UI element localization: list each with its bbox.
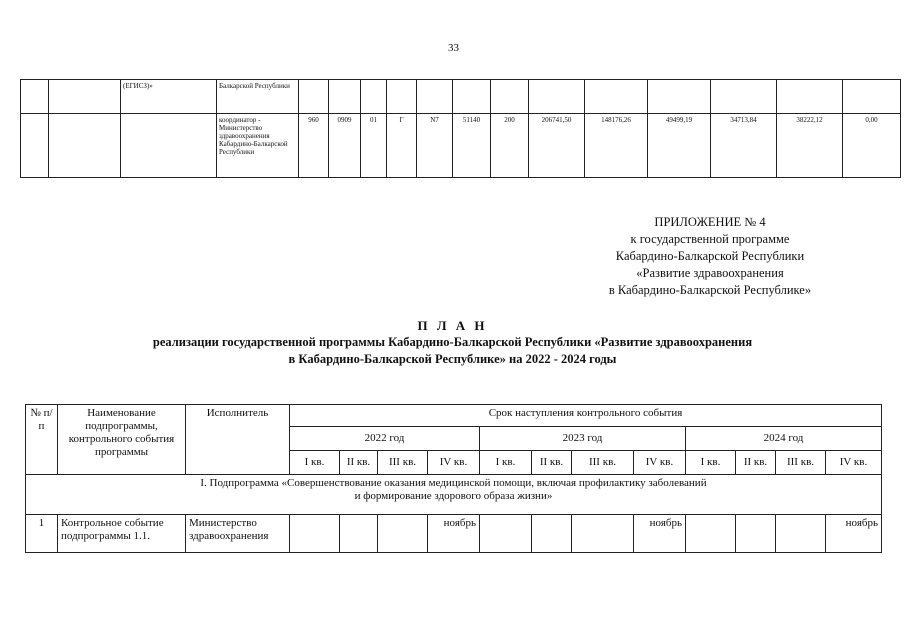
quarter-cell (340, 515, 378, 553)
table-row (21, 80, 901, 114)
value-cell: 51140 (453, 114, 491, 178)
subprogram-line: I. Подпрограмма «Совершенствование оказания медицинской помощи, включая профилактику заболеваний (200, 477, 707, 489)
plan-subtitle (0, 334, 905, 368)
value-cell: 0909 (329, 114, 361, 178)
value-cell: 206741,50 (529, 114, 585, 178)
header-quarter: III кв. (378, 451, 428, 475)
quarter-cell: ноябрь (826, 515, 882, 553)
header-num: № п/п (26, 405, 58, 475)
header-quarter: IV кв. (634, 451, 686, 475)
header-quarter: I кв. (686, 451, 736, 475)
value-cell: 38222,12 (777, 114, 843, 178)
value-cell: 0,00 (843, 114, 901, 178)
system-cell: (ЕГИСЗ)» (121, 80, 217, 114)
appendix-line: к государственной программе (630, 232, 790, 246)
plan-title: П Л А Н (417, 318, 488, 333)
row-executor: Министерство здравоохранения (186, 515, 290, 553)
header-year: 2022 год (290, 427, 480, 451)
header-year: 2023 год (480, 427, 686, 451)
header-quarter: IV кв. (428, 451, 480, 475)
quarter-cell (572, 515, 634, 553)
plan-subtitle-line: реализации государственной программы Кабардино-Балкарской Республики «Развитие здравоохранения (152, 335, 753, 349)
header-quarter: IV кв. (826, 451, 882, 475)
quarter-cell: ноябрь (428, 515, 480, 553)
header-executor: Исполнитель (186, 405, 290, 475)
value-cell: 49499,19 (648, 114, 711, 178)
value-cell: 148176,26 (585, 114, 648, 178)
value-cell: 960 (299, 114, 329, 178)
value-cell: 34713,84 (711, 114, 777, 178)
appendix-line: Кабардино-Балкарской Республики (615, 249, 805, 263)
executor-cell: Балкарской Республики (217, 80, 299, 114)
appendix-line: ПРИЛОЖЕНИЕ № 4 (654, 215, 766, 229)
header-quarter: II кв. (736, 451, 776, 475)
quarter-cell (686, 515, 736, 553)
executor-cell: координатор - Министерство здравоохранения Кабардино-Балкарской Республики (217, 114, 299, 178)
header-quarter: III кв. (572, 451, 634, 475)
quarter-cell (776, 515, 826, 553)
header-name: Наименование подпрограммы, контрольного события программы (58, 405, 186, 475)
quarter-cell (378, 515, 428, 553)
header-quarter: II кв. (340, 451, 378, 475)
subprogram-line: и формирование здорового образа жизни» (354, 490, 553, 502)
quarter-cell (480, 515, 532, 553)
plan-subtitle-line: в Кабардино-Балкарской Республике» на 2022 - 2024 годы (288, 352, 617, 366)
header-quarter: I кв. (480, 451, 532, 475)
appendix-heading (560, 214, 860, 299)
page-number: 33 (448, 42, 459, 54)
value-cell: 200 (491, 114, 529, 178)
continuation-table (20, 79, 901, 178)
quarter-cell (290, 515, 340, 553)
table-row (21, 114, 901, 178)
appendix-line: в Кабардино-Балкарской Республике» (608, 283, 812, 297)
subprogram-title (26, 475, 882, 515)
header-quarter: I кв. (290, 451, 340, 475)
appendix-line: «Развитие здравоохранения (636, 266, 784, 280)
header-year: 2024 год (686, 427, 882, 451)
header-quarter: III кв. (776, 451, 826, 475)
quarter-cell (532, 515, 572, 553)
quarter-cell: ноябрь (634, 515, 686, 553)
quarter-cell (736, 515, 776, 553)
header-deadline: Срок наступления контрольного события (290, 405, 882, 427)
value-cell: Г (387, 114, 417, 178)
plan-table (25, 404, 882, 553)
value-cell: 01 (361, 114, 387, 178)
table-row (26, 515, 882, 553)
row-name: Контрольное событие подпрограммы 1.1. (58, 515, 186, 553)
value-cell: N7 (417, 114, 453, 178)
row-num: 1 (26, 515, 58, 553)
header-quarter: II кв. (532, 451, 572, 475)
